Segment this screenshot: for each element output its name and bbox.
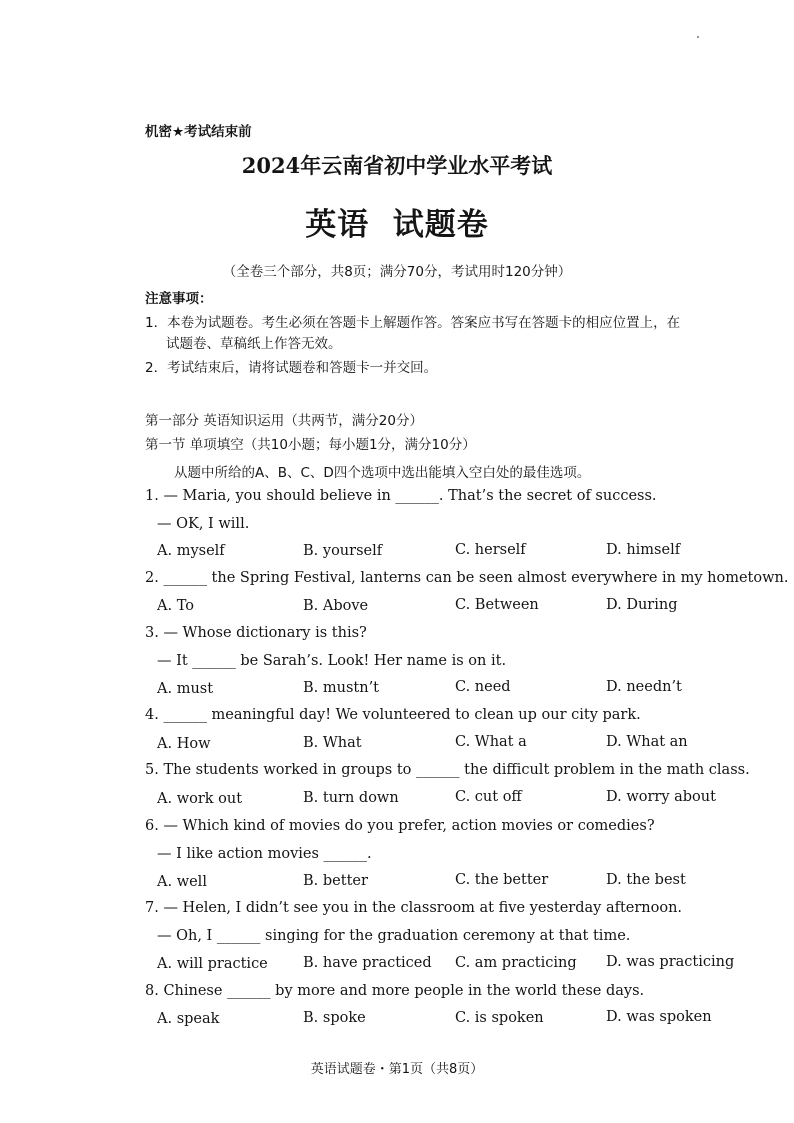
question-5-option-b: B. turn down bbox=[303, 790, 399, 806]
question-2-stem: 2. ______ the Spring Festival, lanterns can be seen almost everywhere in my hometown. bbox=[145, 570, 789, 586]
question-5-option-c: C. cut off bbox=[455, 789, 522, 805]
page-footer: 英语试题卷・第1页（共8页） bbox=[310, 1062, 484, 1077]
question-8-option-d: D. was spoken bbox=[606, 1009, 712, 1025]
confidential-label: 机密★考试结束前 bbox=[145, 124, 252, 140]
question-5-stem: 5. The students worked in groups to ______ the difficult problem in the math class. bbox=[145, 762, 750, 778]
question-3-option-a: A. must bbox=[157, 681, 214, 697]
section-1-title: 第一节 单项填空（共10小题；每小题1分，满分10分） bbox=[145, 437, 476, 453]
question-6-option-a: A. well bbox=[157, 874, 207, 890]
notice-item-1: 1．本卷为试题卷。考生必须在答题卡上解题作答。答案应书写在答题卡的相应位置上，在 bbox=[145, 315, 681, 331]
question-5-option-d: D. worry about bbox=[606, 789, 716, 805]
question-7-option-a: A. will practice bbox=[157, 956, 268, 972]
question-2-option-d: D. During bbox=[606, 597, 678, 613]
question-3-stem: 3. — Whose dictionary is this? bbox=[145, 625, 367, 641]
notice-title: 注意事项： bbox=[145, 291, 213, 307]
question-6-response: — I like action movies ______. bbox=[157, 846, 372, 862]
question-4-stem: 4. ______ meaningful day! We volunteered to clean up our city park. bbox=[145, 707, 641, 723]
question-4-option-a: A. How bbox=[157, 736, 211, 752]
part-1-title: 第一部分 英语知识运用（共两节，满分20分） bbox=[145, 413, 423, 429]
question-1-option-c: C. herself bbox=[455, 542, 526, 558]
question-8-option-a: A. speak bbox=[157, 1011, 220, 1027]
exam-title: 2024年云南省初中学业水平考试 bbox=[241, 153, 553, 178]
question-1-response: — OK, I will. bbox=[157, 516, 250, 532]
question-5-option-a: A. work out bbox=[157, 791, 243, 807]
section-instruction: 从题中所给的A、B、C、D四个选项中选出能填入空白处的最佳选项。 bbox=[174, 465, 591, 481]
question-7-response: — Oh, I ______ singing for the graduation ceremony at that time. bbox=[157, 928, 631, 944]
question-6-option-c: C. the better bbox=[455, 872, 549, 888]
notice-item-1-continued: 试题卷、草稿纸上作答无效。 bbox=[166, 336, 342, 352]
exam-info: （全卷三个部分，共8页；满分70分，考试用时120分钟） bbox=[222, 264, 572, 280]
question-8-stem: 8. Chinese ______ by more and more people in the world these days. bbox=[145, 983, 645, 999]
question-3-option-b: B. mustn’t bbox=[303, 680, 380, 696]
question-6-stem: 6. — Which kind of movies do you prefer, action movies or comedies? bbox=[145, 818, 655, 834]
question-1-option-d: D. himself bbox=[606, 542, 681, 558]
question-2-option-a: A. To bbox=[157, 598, 194, 614]
question-3-option-d: D. needn’t bbox=[606, 679, 682, 695]
notice-item-2: 2．考试结束后，请将试题卷和答题卡一并交回。 bbox=[145, 360, 438, 376]
question-3-option-c: C. need bbox=[455, 679, 511, 695]
question-7-option-c: C. am practicing bbox=[455, 955, 577, 971]
question-7-stem: 7. — Helen, I didn’t see you in the classroom at five yesterday afternoon. bbox=[145, 900, 683, 916]
question-7-option-d: D. was practicing bbox=[606, 954, 735, 970]
question-3-response: — It ______ be Sarah’s. Look! Her name is on it. bbox=[157, 653, 507, 669]
question-4-option-b: B. What bbox=[303, 735, 362, 751]
question-7-option-b: B. have practiced bbox=[303, 955, 432, 971]
question-4-option-d: D. What an bbox=[606, 734, 688, 750]
subject-title: 英语 试题卷 bbox=[305, 207, 489, 243]
question-2-option-c: C. Between bbox=[455, 597, 539, 613]
question-1-stem: 1. — Maria, you should believe in ______. That’s the secret of success. bbox=[145, 488, 657, 504]
question-1-option-a: A. myself bbox=[157, 543, 225, 559]
question-8-option-b: B. spoke bbox=[303, 1010, 366, 1026]
question-8-option-c: C. is spoken bbox=[455, 1010, 544, 1026]
question-6-option-d: D. the best bbox=[606, 872, 686, 888]
question-6-option-b: B. better bbox=[303, 873, 368, 889]
question-1-option-b: B. yourself bbox=[303, 543, 383, 559]
question-4-option-c: C. What a bbox=[455, 734, 527, 750]
question-2-option-b: B. Above bbox=[303, 598, 369, 614]
scan-speck bbox=[697, 36, 699, 38]
